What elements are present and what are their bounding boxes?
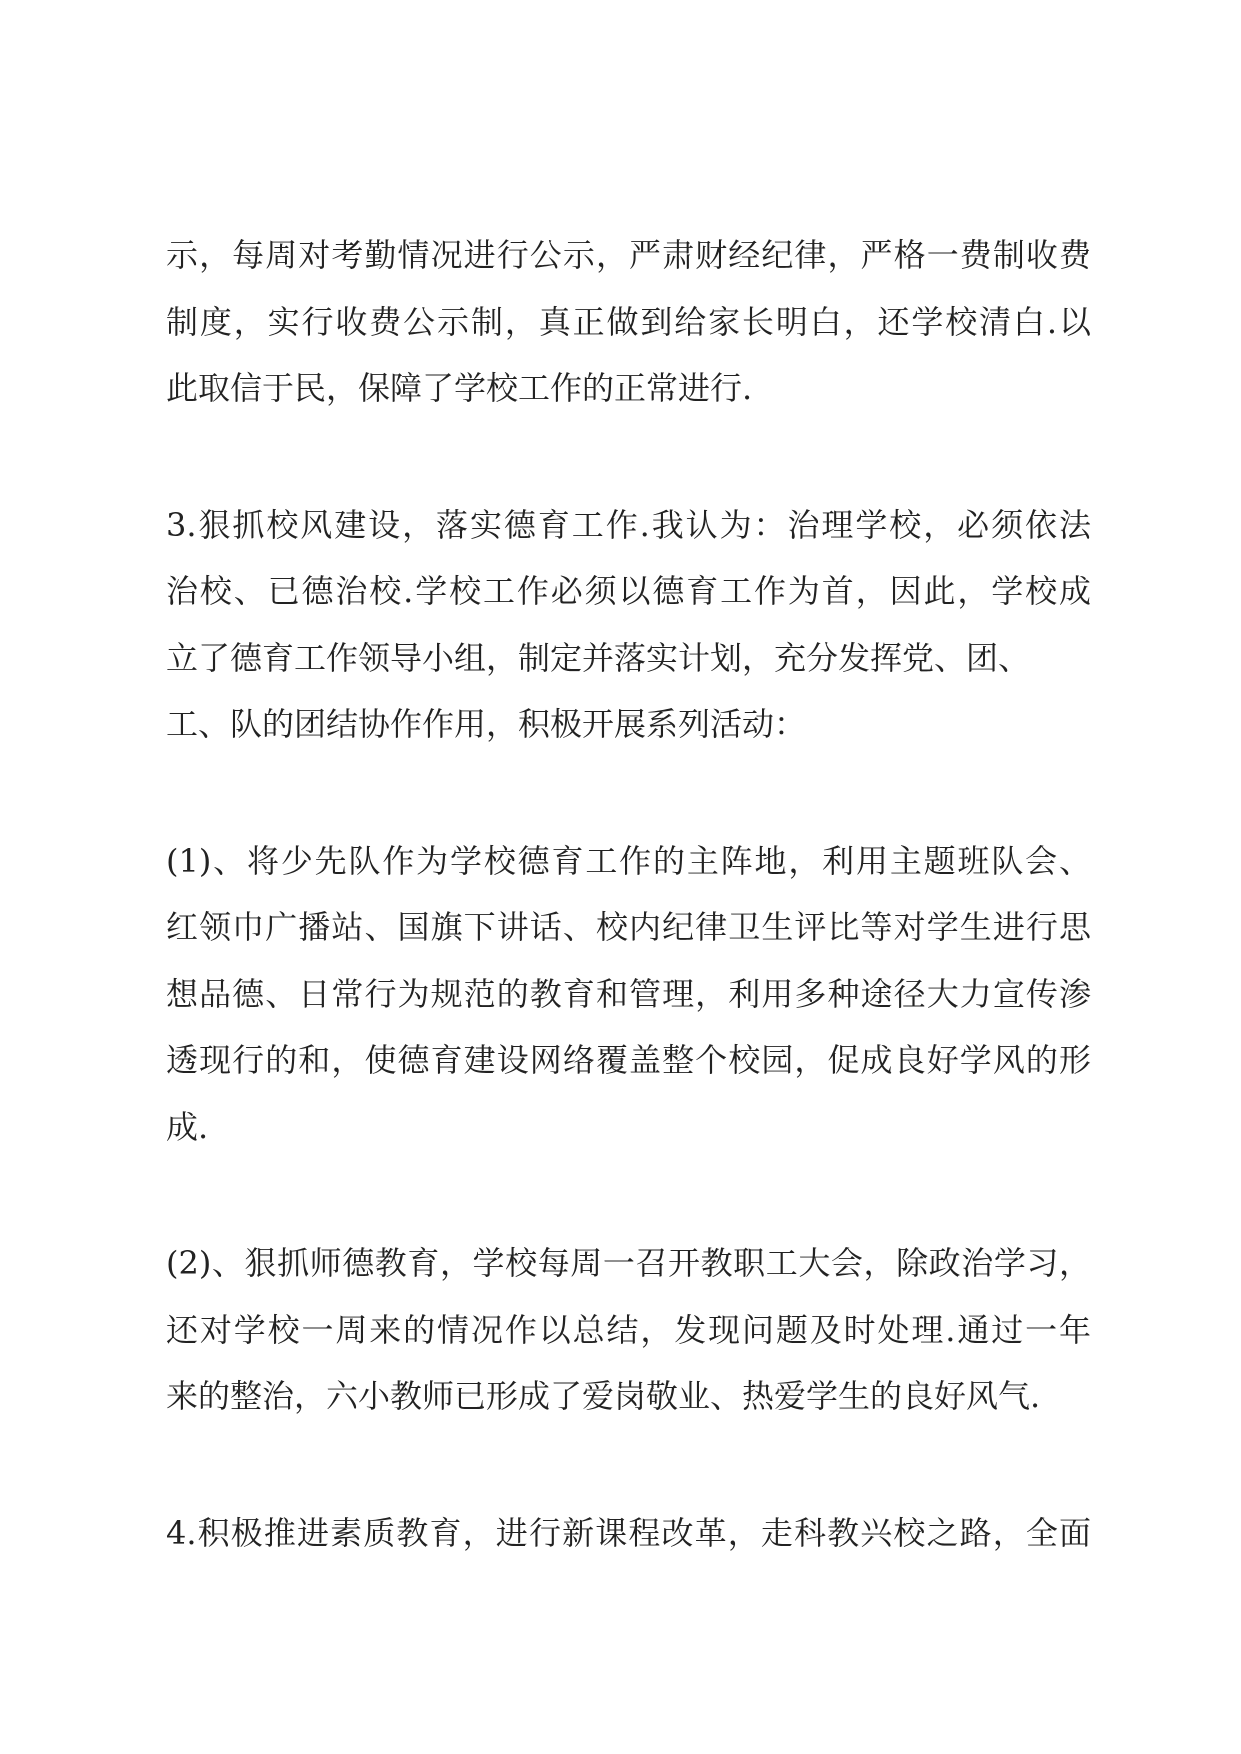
paragraph-item-1: [166, 828, 1091, 1161]
text-line: 工、队的团结协作作用，积极开展系列活动：: [166, 705, 807, 743]
text-line: 3.狠抓校风建设，落实德育工作.我认为：治理学校，必须依法: [166, 505, 1091, 544]
text-line: 制度，实行收费公示制，真正做到给家长明白，还学校清白.以: [166, 302, 1091, 341]
paragraph-section-3: [166, 492, 1091, 758]
text-line: 想品德、日常行为规范的教育和管理，利用多种途径大力宣传渗: [166, 974, 1091, 1013]
text-line: 来的整治，六小教师已形成了爱岗敬业、热爱学生的良好风气.: [166, 1377, 1041, 1415]
paragraph-continuation: [166, 222, 1091, 422]
text-line: (1)、将少先队作为学校德育工作的主阵地，利用主题班队会、: [166, 841, 1091, 880]
text-line: 成.: [166, 1107, 209, 1146]
paragraph-section-4: [166, 1500, 1091, 1567]
text-line: (2)、狠抓师德教育，学校每周一召开教职工大会，除政治学习，: [166, 1244, 1091, 1282]
text-line: 立了德育工作领导小组，制定并落实计划，充分发挥党、团、: [166, 638, 1031, 677]
text-line: 透现行的和，使德育建设网络覆盖整个校园，促成良好学风的形: [166, 1041, 1091, 1079]
text-line: 治校、已德治校.学校工作必须以德育工作为首，因此，学校成: [166, 572, 1091, 610]
text-line: 此取信于民，保障了学校工作的正常进行.: [166, 369, 753, 407]
text-line: 4.积极推进素质教育，进行新课程改革，走科教兴校之路，全面: [166, 1513, 1091, 1552]
text-line: 红领巾广播站、国旗下讲话、校内纪律卫生评比等对学生进行思: [166, 908, 1091, 946]
text-line: 还对学校一周来的情况作以总结，发现问题及时处理.通过一年: [166, 1310, 1091, 1349]
document-body: [166, 222, 1091, 1636]
text-line: 示，每周对考勤情况进行公示，严肃财经纪律，严格一费制收费: [166, 236, 1091, 274]
paragraph-item-2: [166, 1230, 1091, 1430]
